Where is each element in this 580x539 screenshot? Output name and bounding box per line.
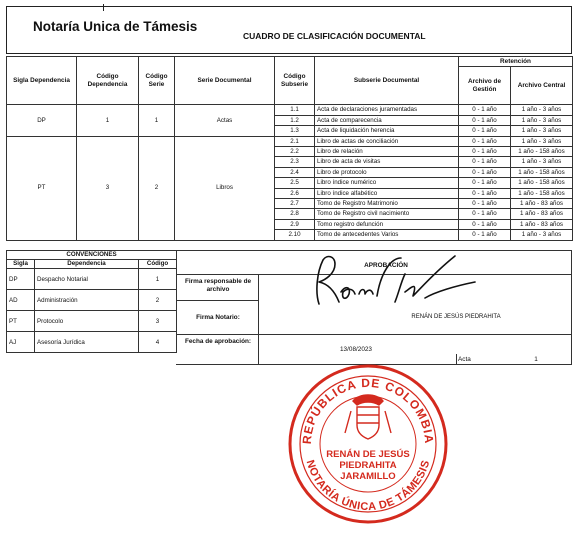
conv-codigo: 2 <box>139 290 177 311</box>
conv-codigo: 4 <box>139 332 177 353</box>
archivo-gestion-value: 0 - 1 año <box>459 199 511 209</box>
archivo-gestion-value: 0 - 1 año <box>459 167 511 177</box>
col-subserie: Subserie Documental <box>315 57 459 105</box>
conv-dependencia: Asesoría Jurídica <box>35 332 139 353</box>
approval-label-divider <box>258 274 259 365</box>
subserie-code: 2.6 <box>275 188 315 198</box>
subserie-code: 2.4 <box>275 167 315 177</box>
notary-signature <box>305 252 480 314</box>
seal-top-text: REPÚBLICA DE COLOMBIA <box>299 375 437 445</box>
conv-sigla: PT <box>7 311 35 332</box>
approval-right-border <box>571 250 572 365</box>
archivo-central-value: 1 año - 158 años <box>511 178 573 188</box>
subserie-name: Libro de relación <box>315 147 459 157</box>
subserie-code: 2.9 <box>275 219 315 229</box>
svg-text:REPÚBLICA DE COLOMBIA <box>300 376 436 445</box>
subserie-name: Libro de protocolo <box>315 167 459 177</box>
col-sigla: Sigla Dependencia <box>7 57 77 105</box>
seal-name-line3: JARAMILLO <box>340 471 396 482</box>
subserie-name: Tomo de Registro Matrimonio <box>315 199 459 209</box>
conv-codigo: 3 <box>139 311 177 332</box>
archivo-gestion-value: 0 - 1 año <box>459 105 511 115</box>
header-box <box>6 6 572 54</box>
document-header <box>6 6 572 54</box>
series-code: 1 <box>139 105 175 136</box>
conv-head-codigo: Código <box>139 260 177 269</box>
archivo-central-value: 1 año - 83 años <box>511 209 573 219</box>
seal-name-line2: PIEDRAHITA <box>339 460 397 471</box>
archivo-central-value: 1 año - 83 años <box>511 199 573 209</box>
series-name: Libros <box>175 136 275 240</box>
archivo-central-value: 1 año - 158 años <box>511 188 573 198</box>
subserie-code: 1.1 <box>275 105 315 115</box>
header-tick <box>103 4 104 11</box>
subserie-code: 1.3 <box>275 126 315 136</box>
acta-label: Acta <box>458 356 471 363</box>
archivo-gestion-value: 0 - 1 año <box>459 219 511 229</box>
conv-dependencia: Protocolo <box>35 311 139 332</box>
fecha-aprobacion-label: Fecha de aprobación: <box>184 338 252 345</box>
seal-bottom-text: NOTARÍA ÚNICA DE TÁMESIS <box>303 458 433 514</box>
dependency-code: 1 <box>77 105 139 136</box>
acta-number: 1 <box>534 356 538 363</box>
firma-responsable-label: Firma responsable de archivo <box>184 278 252 293</box>
subserie-code: 2.3 <box>275 157 315 167</box>
col-archivo-central: Archivo Central <box>511 67 573 105</box>
approval-date: 13/08/2023 <box>340 346 372 353</box>
acta-divider <box>456 354 457 365</box>
bottom-section <box>6 250 572 365</box>
series-code: 2 <box>139 136 175 240</box>
approval-row-divider <box>176 300 258 301</box>
subserie-name: Libro de acta de visitas <box>315 157 459 167</box>
subserie-code: 1.2 <box>275 115 315 125</box>
col-archivo-gestion: Archivo de Gestión <box>459 67 511 105</box>
archivo-central-value: 1 año - 3 años <box>511 230 573 240</box>
seal-name-line1: RENÁN DE JESÚS <box>326 449 410 460</box>
conv-dependencia: Administración <box>35 290 139 311</box>
conv-sigla: AJ <box>7 332 35 353</box>
subserie-name: Acta de liquidación herencia <box>315 126 459 136</box>
subserie-code: 2.1 <box>275 136 315 146</box>
conv-dependencia: Despacho Notarial <box>35 269 139 290</box>
archivo-central-value: 1 año - 158 años <box>511 147 573 157</box>
conv-sigla: DP <box>7 269 35 290</box>
notary-printed-name: RENÁN DE JESÚS PIEDRAHITA <box>411 314 501 320</box>
conv-head-dependencia: Dependencia <box>35 260 139 269</box>
subserie-name: Acta de declaraciones juramentadas <box>315 105 459 115</box>
conventions-title: CONVENCIONES <box>7 251 177 260</box>
subserie-name: Libro índice alfabético <box>315 188 459 198</box>
dependency-sigla: PT <box>7 136 77 240</box>
archivo-central-value: 1 año - 3 años <box>511 126 573 136</box>
archivo-gestion-value: 0 - 1 año <box>459 209 511 219</box>
col-codigo-serie: Código Serie <box>139 57 175 105</box>
archivo-gestion-value: 0 - 1 año <box>459 178 511 188</box>
col-codigo-subserie: Código Subserie <box>275 57 315 105</box>
subserie-name: Tomo de antecedentes Varios <box>315 230 459 240</box>
subserie-code: 2.5 <box>275 178 315 188</box>
subserie-code: 2.7 <box>275 199 315 209</box>
subserie-name: Tomo de Registro civil nacimiento <box>315 209 459 219</box>
subserie-code: 2.10 <box>275 230 315 240</box>
archivo-central-value: 1 año - 3 años <box>511 136 573 146</box>
conv-codigo: 1 <box>139 269 177 290</box>
notary-seal <box>287 363 449 525</box>
classification-table <box>6 56 573 241</box>
approval-date-divider <box>176 334 572 335</box>
subserie-name: Acta de comparecencia <box>315 115 459 125</box>
archivo-gestion-value: 0 - 1 año <box>459 126 511 136</box>
archivo-central-value: 1 año - 3 años <box>511 157 573 167</box>
series-name: Actas <box>175 105 275 136</box>
subserie-name: Libro índice numérico <box>315 178 459 188</box>
conventions-table <box>6 250 177 353</box>
archivo-central-value: 1 año - 83 años <box>511 219 573 229</box>
approval-top-border <box>176 250 572 251</box>
col-retencion: Retención <box>459 57 573 67</box>
archivo-central-value: 1 año - 3 años <box>511 115 573 125</box>
subserie-name: Tomo registro defunción <box>315 219 459 229</box>
archivo-gestion-value: 0 - 1 año <box>459 147 511 157</box>
subserie-code: 2.8 <box>275 209 315 219</box>
subserie-row <box>7 105 573 115</box>
col-codigo-dependencia: Código Dependencia <box>77 57 139 105</box>
dependency-sigla: DP <box>7 105 77 136</box>
archivo-gestion-value: 0 - 1 año <box>459 136 511 146</box>
notary-name: Notaría Unica de Támesis <box>33 19 198 34</box>
col-serie: Serie Documental <box>175 57 275 105</box>
subserie-row <box>7 136 573 146</box>
archivo-gestion-value: 0 - 1 año <box>459 157 511 167</box>
conv-sigla: AD <box>7 290 35 311</box>
archivo-gestion-value: 0 - 1 año <box>459 188 511 198</box>
subserie-name: Libro de actas de conciliación <box>315 136 459 146</box>
coat-of-arms-icon <box>345 395 391 439</box>
approval-title: APROBACIÓN <box>364 262 408 269</box>
firma-notario-label: Firma Notario: <box>196 314 240 321</box>
archivo-central-value: 1 año - 3 años <box>511 105 573 115</box>
dependency-code: 3 <box>77 136 139 240</box>
archivo-central-value: 1 año - 158 años <box>511 167 573 177</box>
subserie-code: 2.2 <box>275 147 315 157</box>
document-title: CUADRO DE CLASIFICACIÓN DOCUMENTAL <box>243 31 426 41</box>
archivo-gestion-value: 0 - 1 año <box>459 115 511 125</box>
conv-head-sigla: Sigla <box>7 260 35 269</box>
archivo-gestion-value: 0 - 1 año <box>459 230 511 240</box>
